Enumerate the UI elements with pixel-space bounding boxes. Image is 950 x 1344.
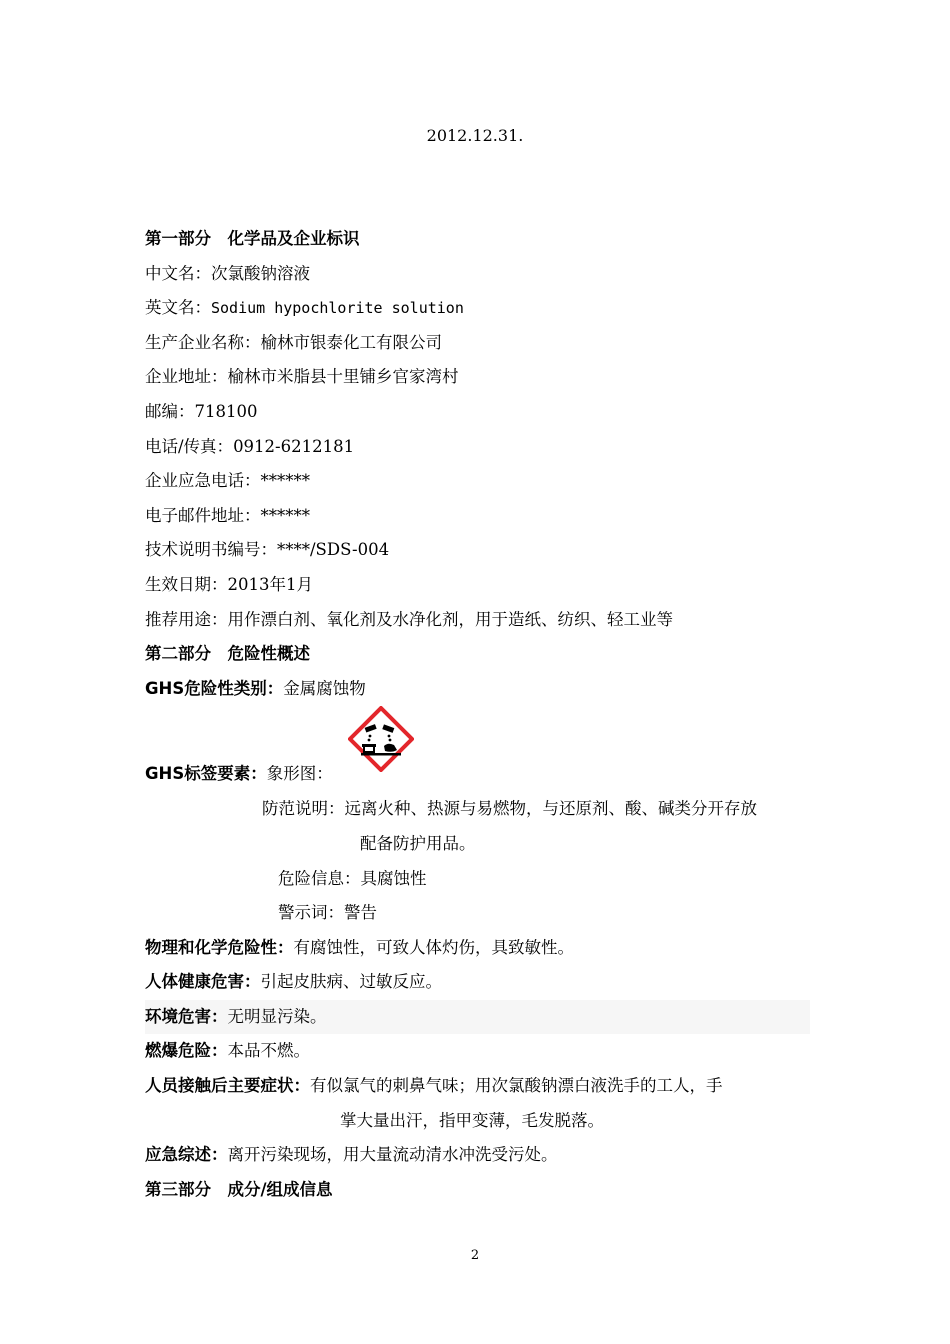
- symptom-text: 有似氯气的刺鼻气味；用次氯酸钠漂白液洗手的工人，手: [310, 1076, 723, 1096]
- fire-value: 本品不燃。: [227, 1041, 310, 1061]
- symptom-label: 人员接触后主要症状：: [145, 1076, 310, 1096]
- field-sds-number: [145, 533, 810, 568]
- field-value: 718100: [194, 401, 258, 421]
- part2-heading: 第二部分 危险性概述: [145, 644, 310, 664]
- field-label: 企业应急电话：: [145, 471, 261, 491]
- field-phone-fax: [145, 430, 810, 465]
- field-postcode: [145, 395, 810, 430]
- field-address: [145, 360, 810, 395]
- field-english-name: [145, 291, 810, 326]
- symptom-row-1: [145, 1069, 810, 1104]
- field-label: 生产企业名称：: [145, 332, 261, 352]
- field-label: 电子邮件地址：: [145, 505, 261, 525]
- field-chinese-name: [145, 257, 810, 292]
- ghs-class-value: 金属腐蚀物: [283, 678, 366, 698]
- ghs-class-row: [145, 672, 810, 707]
- hazard-info: 危险信息：具腐蚀性: [278, 868, 427, 888]
- field-label: 电话/传真：: [145, 436, 234, 456]
- precaution-line-2: 配备防护用品。: [360, 833, 476, 853]
- emergency-overview-row: [145, 1138, 810, 1173]
- document-date: 2012.12.31.: [426, 126, 524, 145]
- health-label: 人体健康危害：: [145, 972, 261, 992]
- physchem-label: 物理和化学危险性：: [145, 937, 294, 957]
- field-label: 邮编：: [145, 401, 195, 421]
- env-label: 环境危害：: [145, 1006, 228, 1026]
- field-value: 0912-6212181: [233, 436, 355, 456]
- env-value: 无明显污染。: [227, 1006, 327, 1026]
- field-label: 技术说明书编号：: [145, 540, 277, 560]
- field-value: 次氯酸钠溶液: [211, 263, 310, 283]
- field-label: 推荐用途：: [145, 609, 228, 629]
- env-hazard-row: [145, 1000, 810, 1035]
- field-manufacturer: [145, 326, 810, 361]
- field-value: 2013年1月: [227, 574, 313, 594]
- ghs-label-value: 象形图：: [266, 764, 333, 784]
- field-effective-date: [145, 568, 810, 603]
- symptom-row-2: 掌大量出汗，指甲变薄，毛发脱落。: [340, 1110, 604, 1130]
- ghs-class-label: GHS危险性类别：: [145, 678, 284, 698]
- fire-label: 燃爆危险：: [145, 1041, 228, 1061]
- field-label: 生效日期：: [145, 574, 228, 594]
- field-label: 英文名：: [145, 298, 211, 318]
- field-value: ****/SDS-004: [277, 540, 390, 560]
- field-value: 榆林市银泰化工有限公司: [260, 332, 442, 352]
- precaution-label: 防范说明：: [262, 799, 345, 819]
- field-emergency-phone: [145, 464, 810, 499]
- corrosion-pictogram-icon: [348, 706, 414, 772]
- part1-heading: 第一部分 化学品及企业标识: [145, 229, 360, 248]
- part3-heading: 第三部分 成分/组成信息: [145, 1179, 333, 1199]
- emergency-value: 离开污染现场，用大量流动清水冲洗受污处。: [227, 1145, 558, 1165]
- document-body: [145, 222, 810, 1207]
- ghs-label-label: GHS标签要素：: [145, 764, 267, 784]
- field-value: ******: [260, 471, 310, 491]
- page-number: 2: [470, 1248, 480, 1263]
- signal-word: 警示词：警告: [278, 903, 377, 923]
- field-value: 用作漂白剂、氧化剂及水净化剂，用于造纸、纺织、轻工业等: [227, 609, 673, 629]
- field-recommended-use: [145, 603, 810, 638]
- health-value: 引起皮肤病、过敏反应。: [260, 972, 442, 992]
- field-email: [145, 499, 810, 534]
- fire-hazard-row: [145, 1034, 810, 1069]
- ghs-label-row: [145, 706, 810, 792]
- field-value: ******: [260, 505, 310, 525]
- field-label: 中文名：: [145, 263, 211, 283]
- physchem-hazard-row: [145, 931, 810, 966]
- health-hazard-row: [145, 965, 810, 1000]
- field-value: 榆林市米脂县十里铺乡官家湾村: [227, 367, 459, 387]
- physchem-value: 有腐蚀性，可致人体灼伤，具致敏性。: [293, 937, 574, 957]
- precaution-line-1: [145, 792, 810, 827]
- field-label: 企业地址：: [145, 367, 228, 387]
- precaution-text: 远离火种、热源与易燃物，与还原剂、酸、碱类分开存放: [344, 799, 757, 819]
- emergency-label: 应急综述：: [145, 1145, 228, 1165]
- field-value: Sodium hypochlorite solution: [211, 299, 464, 318]
